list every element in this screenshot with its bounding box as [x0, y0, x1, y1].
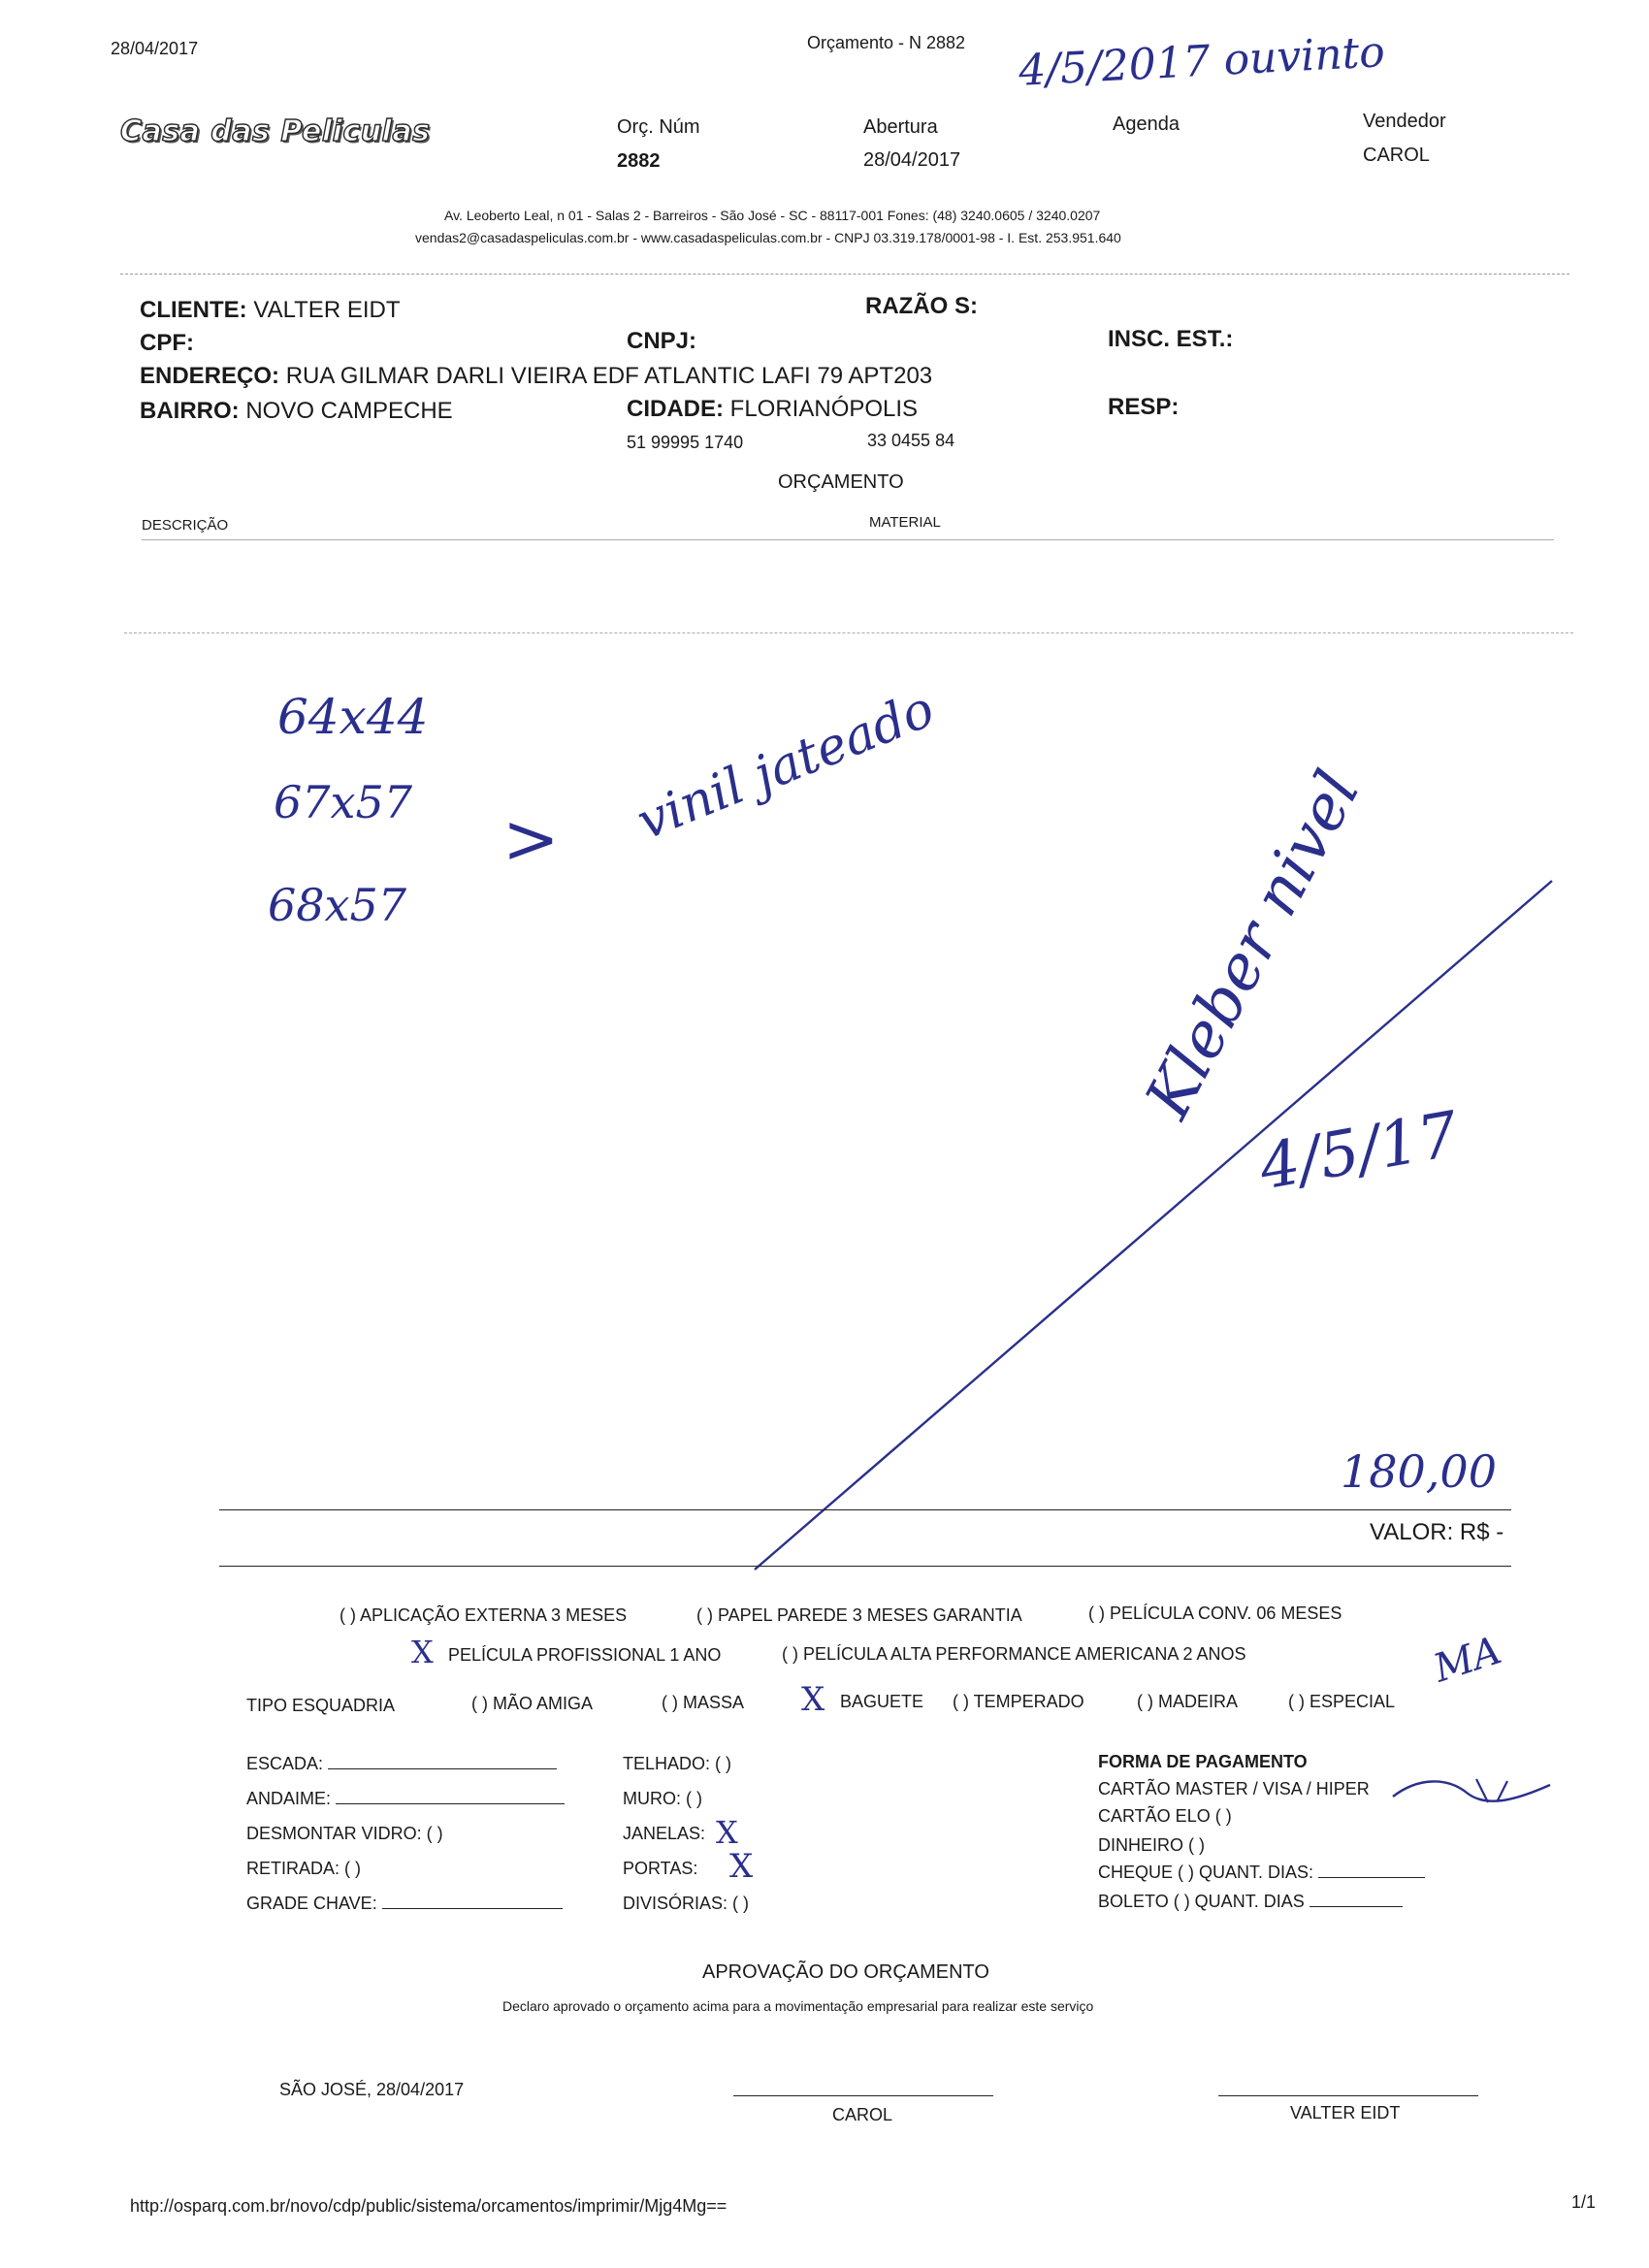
orcamento-title: ORÇAMENTO: [778, 471, 904, 493]
payment-dinheiro[interactable]: DINHEIRO ( ): [1098, 1835, 1205, 1855]
document-title: Orçamento - N 2882: [807, 33, 966, 52]
escada-field[interactable]: [246, 1754, 557, 1774]
grade-chave-line[interactable]: [382, 1908, 563, 1909]
handwritten-amount: 180,00: [1341, 1445, 1497, 1498]
valor-top-rule: [219, 1509, 1511, 1510]
cliente-value: VALTER EIDT: [253, 297, 401, 323]
cidade-value: FLORIANÓPOLIS: [729, 396, 919, 422]
material-label: MATERIAL: [869, 514, 941, 531]
bairro-label: BAIRRO:: [140, 398, 240, 424]
approval-declaration: Declaro aprovado o orçamento acima para a movimentação empresarial para realizar este serviço: [502, 1998, 1094, 2014]
handwritten-portas-mark: X: [729, 1847, 754, 1886]
boleto-days-line[interactable]: [1310, 1906, 1403, 1907]
andaime-field[interactable]: [246, 1789, 565, 1809]
option-aplicacao-externa[interactable]: ( ) APLICAÇÃO EXTERNA 3 MESES: [340, 1605, 628, 1625]
portas[interactable]: PORTAS:: [623, 1859, 698, 1878]
handwritten-material: vinil jateado: [629, 679, 943, 852]
tipo-esquadria-label: TIPO ESQUADRIA: [246, 1696, 396, 1715]
payment-cartao-master[interactable]: CARTÃO MASTER / VISA / HIPER: [1098, 1779, 1370, 1798]
approval-place-date: SÃO JOSÉ, 28/04/2017: [279, 2080, 465, 2099]
grade-chave-field[interactable]: [246, 1894, 563, 1914]
signature-line-right: [1218, 2095, 1478, 2096]
handwritten-signature: Kleber nivel: [1132, 760, 1374, 1130]
company-address: Av. Leoberto Leal, n 01 - Salas 2 - Barreiros - São José - SC - 88117-001 Fones: (48) 3240.0605 / 3240.0207: [444, 208, 1101, 223]
handwritten-measure-1: 64x44: [277, 689, 429, 745]
cpf-label: CPF:: [140, 330, 194, 356]
footer-url[interactable]: http://osparq.com.br/novo/cdp/public/sistema/orcamentos/imprimir/Mjg4Mg==: [130, 2196, 728, 2216]
option-temperado[interactable]: ( ) TEMPERADO: [953, 1692, 1084, 1711]
option-papel-parede[interactable]: ( ) PAPEL PAREDE 3 MESES GARANTIA: [696, 1605, 1022, 1625]
handwritten-janelas-mark: X: [716, 1814, 738, 1851]
orc-num-value: 2882: [617, 150, 661, 172]
handwritten-initials: MA: [1428, 1628, 1507, 1692]
bairro-value: NOVO CAMPECHE: [245, 398, 453, 424]
descricao-label: DESCRIÇÃO: [142, 517, 229, 534]
handwritten-measure-3: 68x57: [268, 879, 407, 931]
andaime-line[interactable]: [336, 1803, 565, 1804]
option-massa[interactable]: ( ) MASSA: [662, 1693, 745, 1712]
handwritten-payment-scribble: [1389, 1771, 1554, 1810]
phone-2: 33 0455 84: [867, 431, 955, 450]
valor-label: VALOR: R$ -: [1370, 1519, 1504, 1545]
signature-line-left: [733, 2095, 993, 2096]
andaime-label: ANDAIME:: [246, 1789, 332, 1808]
resp-label: RESP:: [1108, 394, 1180, 420]
option-pelicula-alta-performance[interactable]: ( ) PELÍCULA ALTA PERFORMANCE AMERICANA 2 ANOS: [782, 1644, 1246, 1664]
escada-label: ESCADA:: [246, 1754, 324, 1773]
option-pelicula-profissional[interactable]: PELÍCULA PROFISSIONAL 1 ANO: [448, 1645, 722, 1665]
phone-1: 51 99995 1740: [627, 433, 744, 452]
company-logo: Casa das Peliculas: [120, 114, 431, 148]
telhado[interactable]: TELHADO: ( ): [623, 1754, 732, 1773]
payment-boleto[interactable]: [1098, 1892, 1403, 1912]
handwritten-signature-date: 4/5/17: [1254, 1098, 1464, 1205]
abertura-value: 28/04/2017: [863, 149, 961, 171]
cheque-days-line[interactable]: [1318, 1877, 1425, 1878]
payment-cartao-elo[interactable]: CARTÃO ELO ( ): [1098, 1806, 1232, 1826]
cnpj-label: CNPJ:: [627, 328, 697, 354]
company-contact: vendas2@casadaspeliculas.com.br - www.casadaspeliculas.com.br - CNPJ 03.319.178/0001-98 - I. Est. 253.951.640: [415, 230, 1121, 245]
print-date: 28/04/2017: [111, 39, 199, 58]
insc-est-label: INSC. EST.:: [1108, 326, 1234, 352]
vendedor-value: CAROL: [1363, 145, 1430, 166]
agenda-label: Agenda: [1113, 113, 1180, 135]
approval-title: APROVAÇÃO DO ORÇAMENTO: [702, 1961, 989, 1983]
handwritten-baguete-mark: X: [801, 1680, 825, 1719]
payment-boleto-label: BOLETO ( ) QUANT. DIAS: [1098, 1892, 1305, 1911]
endereco-label: ENDEREÇO:: [140, 363, 280, 389]
handwritten-date-note: 4/5/2017 ouvinto: [1017, 27, 1386, 96]
grade-chave-label: GRADE CHAVE:: [246, 1894, 377, 1913]
option-madeira[interactable]: ( ) MADEIRA: [1137, 1692, 1239, 1711]
muro[interactable]: MURO: ( ): [623, 1789, 702, 1808]
option-baguete[interactable]: BAGUETE: [840, 1692, 924, 1711]
option-mao-amiga[interactable]: ( ) MÃO AMIGA: [471, 1694, 594, 1713]
option-pelicula-conv[interactable]: ( ) PELÍCULA CONV. 06 MESES: [1088, 1604, 1342, 1623]
razao-label: RAZÃO S:: [865, 293, 978, 319]
vendedor-label: Vendedor: [1363, 111, 1446, 132]
escada-line[interactable]: [328, 1768, 557, 1769]
payment-cheque-label: CHEQUE ( ) QUANT. DIAS:: [1098, 1863, 1314, 1882]
endereco-value: RUA GILMAR DARLI VIEIRA EDF ATLANTIC LAFI 79 APT203: [285, 363, 933, 389]
handwritten-profissional-mark: X: [411, 1634, 434, 1670]
footer-page-number: 1/1: [1571, 2192, 1597, 2212]
option-especial[interactable]: ( ) ESPECIAL: [1288, 1692, 1396, 1711]
cliente-label: CLIENTE:: [140, 297, 247, 323]
abertura-label: Abertura: [863, 116, 938, 138]
retirada[interactable]: RETIRADA: ( ): [246, 1859, 362, 1878]
handwritten-arrow: >: [502, 799, 560, 879]
payment-cheque[interactable]: [1098, 1863, 1425, 1883]
desmontar-vidro[interactable]: DESMONTAR VIDRO: ( ): [246, 1824, 443, 1843]
valor-bottom-rule: [219, 1566, 1511, 1567]
signature-name-right: VALTER EIDT: [1290, 2103, 1401, 2122]
cidade-label: CIDADE:: [627, 396, 724, 422]
janelas[interactable]: JANELAS:: [623, 1824, 706, 1843]
payment-title: FORMA DE PAGAMENTO: [1098, 1752, 1308, 1771]
divisorias[interactable]: DIVISÓRIAS: ( ): [623, 1894, 750, 1913]
signature-name-left: CAROL: [832, 2105, 893, 2124]
orc-num-label: Orç. Núm: [617, 116, 700, 138]
handwritten-measure-2: 67x57: [274, 776, 413, 828]
